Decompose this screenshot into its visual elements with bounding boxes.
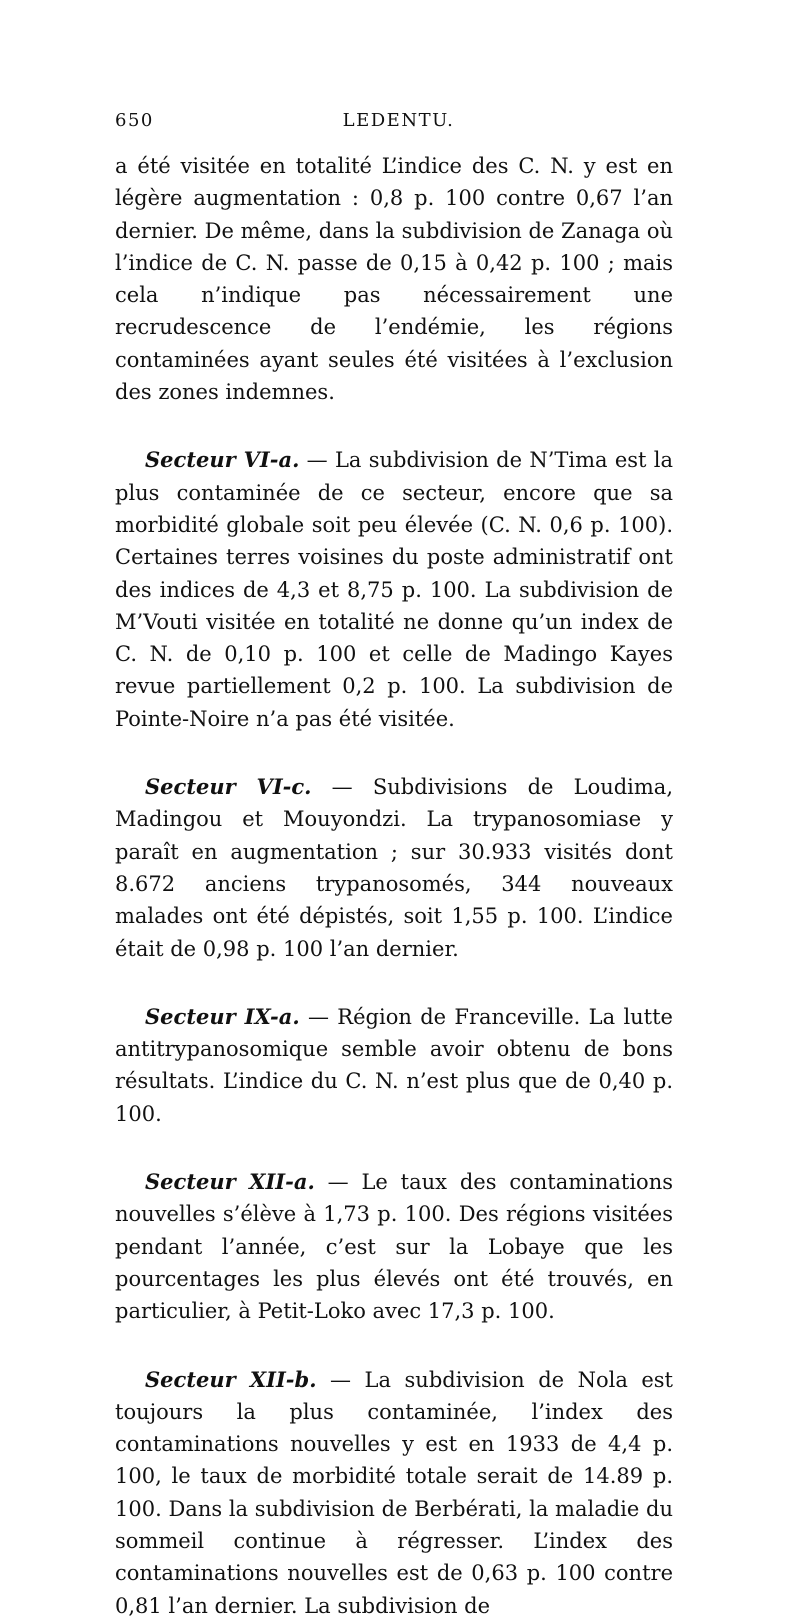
sector-heading: Secteur VI-a. xyxy=(145,447,300,473)
paragraph-sector-xii-a xyxy=(115,1166,673,1327)
running-head: LEDENTU. xyxy=(342,110,455,131)
page-number: 650 xyxy=(115,110,154,131)
sector-heading: Secteur IX-a. xyxy=(145,1003,300,1029)
paragraph-text: — Subdivisions de Loudima, Madingou et Mouyondzi. La trypanosomiase y paraît en augmentation ; sur 30.933 visités dont 8.672 anciens trypanosomés, 344 nouveaux malades ont été dépistés, soit 1,55 p. 100. L’indice était de 0,98 p. 100 l’an dernier. xyxy=(115,775,674,961)
paragraph-sector-xii-b xyxy=(115,1364,673,1622)
paragraph-text: — La subdivision de Nola est toujours la plus contaminée, l’index des contaminations nouvelles y est en 1933 de 4,4 p. 100, le taux de morbidité totale serait de 14.89 p. 100. Dans la subdivision de Berbérati, la maladie du sommeil continue à régresser. L’index des contaminations nouvelles est de 0,63 p. 100 contre 0,81 l’an dernier. La subdivision de xyxy=(115,1367,673,1618)
paragraph-sector-vi-c xyxy=(115,771,673,965)
page-header xyxy=(115,110,682,140)
paragraph-sector-vi-a xyxy=(115,444,673,735)
sector-heading: Secteur XII-b. xyxy=(145,1366,317,1392)
paragraph xyxy=(115,150,673,408)
paragraph-text: a été visitée en totalité L’indice des C. N. y est en légère augmentation : 0,8 p. 100 contre 0,67 l’an dernier. De même, dans la subdivision de Zanaga où l’indice de C. N. passe de 0,15 à 0,42 p. 100 ; mais cela n’indique pas nécessairement une recrudescence de l’endémie, les régions contaminées ayant seules été visitées à l’exclusion des zones indemnes. xyxy=(115,154,673,405)
paragraph-text: — Région de Franceville. La lutte antitrypanosomique semble avoir obtenu de bons résultats. L’indice du C. N. n’est plus que de 0,40 p. 100. xyxy=(115,1004,673,1126)
body-text xyxy=(115,150,673,1622)
sector-heading: Secteur VI-c. xyxy=(145,774,312,800)
paragraph-sector-ix-a xyxy=(115,1001,673,1130)
paragraph-text: — La subdivision de N’Tima est la plus contaminée de ce secteur, encore que sa morbidité globale soit peu élevée (C. N. 0,6 p. 100). Certaines terres voisines du poste administratif ont des indices de 4,3 et 8,75 p. 100. La subdivision de M’Vouti visitée en totalité ne donne qu’un index de C. N. de 0,10 p. 100 et celle de Madingo Kayes revue partiellement 0,2 p. 100. La subdivision de Pointe-Noire n’a pas été visitée. xyxy=(115,448,673,731)
sector-heading: Secteur XII-a. xyxy=(145,1169,315,1195)
paragraph-text: — Le taux des contaminations nouvelles s’élève à 1,73 p. 100. Des régions visitées pendant l’année, c’est sur la Lobaye que les pourcentages les plus élevés ont été trouvés, en particulier, à Petit-Loko avec 17,3 p. 100. xyxy=(115,1170,673,1324)
